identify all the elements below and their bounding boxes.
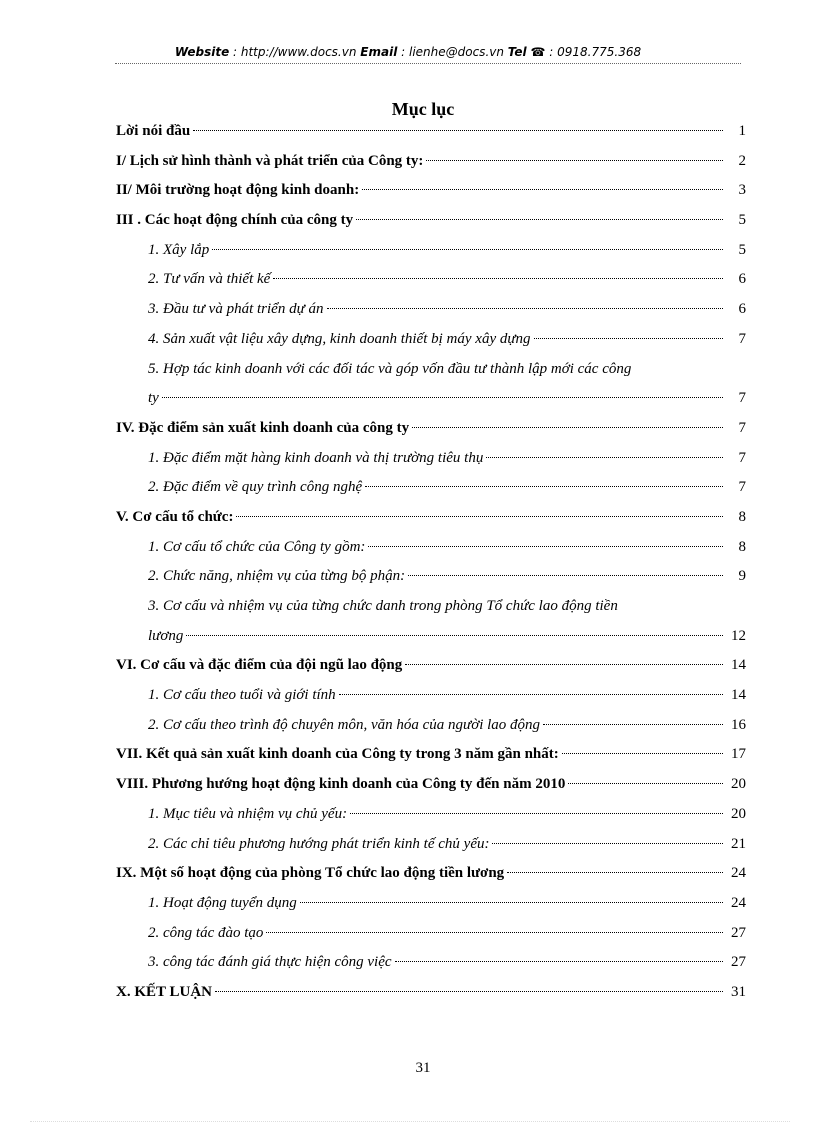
toc-entry-title: III . Các hoạt động chính của công ty xyxy=(116,212,354,229)
toc-entry-page: 9 xyxy=(738,568,746,585)
toc-entry-page: 5 xyxy=(738,241,746,258)
toc-entry-title: 5. Hợp tác kinh doanh với các đối tác và góp vốn đầu tư thành lập mới các công xyxy=(148,360,632,377)
toc-entry-page: 6 xyxy=(738,301,746,318)
dot-leader xyxy=(339,694,723,695)
toc-entry-title: VI. Cơ cấu và đặc điểm của đội ngũ lao động xyxy=(116,657,403,674)
toc-entry xyxy=(116,562,746,592)
toc-entry-page: 7 xyxy=(738,330,746,347)
toc-title: Mục lục xyxy=(391,99,455,119)
toc-entry xyxy=(116,384,746,414)
toc-entry xyxy=(116,265,746,295)
page-header xyxy=(0,45,816,59)
toc-entry-title: 2. Chức năng, nhiệm vụ của từng bộ phận: xyxy=(148,568,406,585)
dot-leader xyxy=(362,189,723,190)
toc-entry-title: 4. Sản xuất vật liệu xây dựng, kinh doanh thiết bị máy xây dựng xyxy=(148,330,531,347)
tel-value: : 0918.775.368 xyxy=(545,45,642,59)
toc-entry xyxy=(116,830,746,860)
dot-leader xyxy=(300,902,723,903)
toc-entry-page: 20 xyxy=(731,805,746,822)
toc-entry-page: 24 xyxy=(731,865,746,882)
toc-entry xyxy=(116,176,746,206)
toc-entry-page: 8 xyxy=(738,508,746,525)
toc-entry-page: 27 xyxy=(731,954,746,971)
toc-entry xyxy=(116,622,746,652)
toc-entry xyxy=(116,859,746,889)
dot-leader xyxy=(327,308,723,309)
toc-entry-page: 7 xyxy=(738,419,746,436)
toc-entry xyxy=(116,444,746,474)
toc-entry-page: 7 xyxy=(738,479,746,496)
dot-leader xyxy=(273,278,723,279)
dot-leader xyxy=(193,130,723,131)
toc-entry xyxy=(116,473,746,503)
toc-entry-title: 2. Tư vấn và thiết kế xyxy=(148,271,271,288)
dot-leader xyxy=(486,457,723,458)
toc-entry-title: 2. Đặc điểm về quy trình công nghệ xyxy=(148,479,363,496)
page-number: 31 xyxy=(415,1060,431,1076)
toc-entry-title: IV. Đặc điểm sản xuất kinh doanh của công ty xyxy=(116,419,410,436)
dot-leader xyxy=(186,635,723,636)
dot-leader xyxy=(507,872,723,873)
dot-leader xyxy=(405,664,723,665)
toc-entry xyxy=(116,295,746,325)
dot-leader xyxy=(236,516,723,517)
toc-entry-title: 3. Cơ cấu và nhiệm vụ của từng chức danh trong phòng Tổ chức lao động tiền xyxy=(148,598,618,614)
email-label: Email xyxy=(360,45,398,59)
toc-entry-page: 5 xyxy=(738,212,746,229)
toc-entry-page: 2 xyxy=(738,152,746,169)
toc-entry-title: 1. Cơ cấu theo tuổi và giới tính xyxy=(148,687,336,704)
dot-leader xyxy=(426,160,723,161)
toc-entry-page: 20 xyxy=(731,776,746,793)
toc-entry-page: 6 xyxy=(738,271,746,288)
toc-entry-title: V. Cơ cấu tổ chức: xyxy=(116,508,234,525)
dot-leader xyxy=(408,575,723,576)
dot-leader xyxy=(266,932,723,933)
dot-leader xyxy=(395,961,723,962)
toc-entry-page: 16 xyxy=(731,716,746,733)
toc-entry-title: 1. Xây lắp xyxy=(148,241,210,258)
toc-entry-page: 27 xyxy=(731,924,746,941)
toc-entry xyxy=(116,800,746,830)
toc-entry-page: 31 xyxy=(731,983,746,1000)
toc-entry xyxy=(116,414,746,444)
toc-entry-title: Lời nói đầu xyxy=(116,123,191,139)
tel-label: Tel xyxy=(507,45,527,59)
toc-entry xyxy=(116,948,746,978)
toc-entry xyxy=(116,592,746,622)
dot-leader xyxy=(162,397,723,398)
toc-entry-page: 14 xyxy=(731,657,746,674)
toc-entry-title: II/ Môi trường hoạt động kinh doanh: xyxy=(116,182,360,199)
toc-entry-page: 14 xyxy=(731,687,746,704)
toc-entry xyxy=(116,117,746,147)
toc-entry-page: 3 xyxy=(738,182,746,199)
dot-leader xyxy=(562,753,723,754)
toc-entry-page: 24 xyxy=(731,894,746,911)
dot-leader xyxy=(215,991,723,992)
toc-entry xyxy=(116,206,746,236)
toc-entry xyxy=(116,147,746,177)
table-of-contents xyxy=(116,117,746,1008)
toc-entry xyxy=(116,533,746,563)
dot-leader xyxy=(350,813,723,814)
toc-entry-title: 3. công tác đánh giá thực hiện công việc xyxy=(148,954,392,971)
toc-entry-title: IX. Một số hoạt động của phòng Tổ chức lao động tiền lương xyxy=(116,865,505,882)
toc-entry-title: VII. Kết quả sản xuất kinh doanh của Công ty trong 3 năm gần nhất: xyxy=(116,746,559,763)
toc-entry-title: 1. Đặc điểm mặt hàng kinh doanh và thị trường tiêu thụ xyxy=(148,449,484,466)
toc-entry-page: 8 xyxy=(738,538,746,555)
toc-entry-page: 7 xyxy=(738,390,746,407)
toc-entry xyxy=(116,325,746,355)
dot-leader xyxy=(368,546,723,547)
toc-entry-page: 21 xyxy=(731,835,746,852)
toc-entry-title: 1. Hoạt động tuyển dụng xyxy=(148,894,297,911)
toc-entry xyxy=(116,355,746,385)
toc-entry xyxy=(116,503,746,533)
toc-entry-title: 1. Mục tiêu và nhiệm vụ chủ yếu: xyxy=(148,805,348,822)
toc-entry-title: lương xyxy=(148,627,184,644)
telephone-icon: ☎ xyxy=(530,45,546,59)
toc-entry-title: VIII. Phương hướng hoạt động kinh doanh của Công ty đến năm 2010 xyxy=(116,776,566,793)
toc-entry-page: 7 xyxy=(738,449,746,466)
toc-entry xyxy=(116,919,746,949)
footer-divider xyxy=(30,1121,790,1122)
dot-leader xyxy=(534,338,723,339)
toc-entry-title: 1. Cơ cấu tổ chức của Công ty gồm: xyxy=(148,538,366,555)
dot-leader xyxy=(492,843,723,844)
toc-entry xyxy=(116,681,746,711)
toc-entry-title: X. KẾT LUẬN xyxy=(116,983,212,1000)
toc-entry-title: 2. Các chỉ tiêu phương hướng phát triển kinh tế chủ yếu: xyxy=(148,835,490,852)
dot-leader xyxy=(412,427,723,428)
toc-entry xyxy=(116,711,746,741)
toc-entry-page: 1 xyxy=(738,123,746,139)
toc-entry-title: 2. Cơ cấu theo trình độ chuyên môn, văn hóa của người lao động xyxy=(148,716,541,733)
toc-entry-title: ty xyxy=(148,390,159,407)
dot-leader xyxy=(568,783,723,784)
toc-entry-title: 2. công tác đào tạo xyxy=(148,924,264,941)
toc-entry xyxy=(116,740,746,770)
toc-entry xyxy=(116,236,746,266)
website-label: Website xyxy=(174,45,230,59)
dot-leader xyxy=(212,249,723,250)
toc-entry-page: 17 xyxy=(731,746,746,763)
toc-entry-title: I/ Lịch sử hình thành và phát triển của Công ty: xyxy=(116,152,424,169)
toc-entry xyxy=(116,978,746,1008)
toc-entry-page: 12 xyxy=(731,627,746,644)
toc-entry xyxy=(116,770,746,800)
toc-entry xyxy=(116,651,746,681)
dot-leader xyxy=(543,724,723,725)
header-divider xyxy=(115,63,741,64)
dot-leader xyxy=(356,219,723,220)
toc-entry xyxy=(116,889,746,919)
toc-entry-title: 3. Đầu tư và phát triển dự án xyxy=(148,301,324,318)
email-value: : lienhe@docs.vn xyxy=(397,45,508,59)
website-value: : http://www.docs.vn xyxy=(229,45,361,59)
dot-leader xyxy=(365,486,723,487)
